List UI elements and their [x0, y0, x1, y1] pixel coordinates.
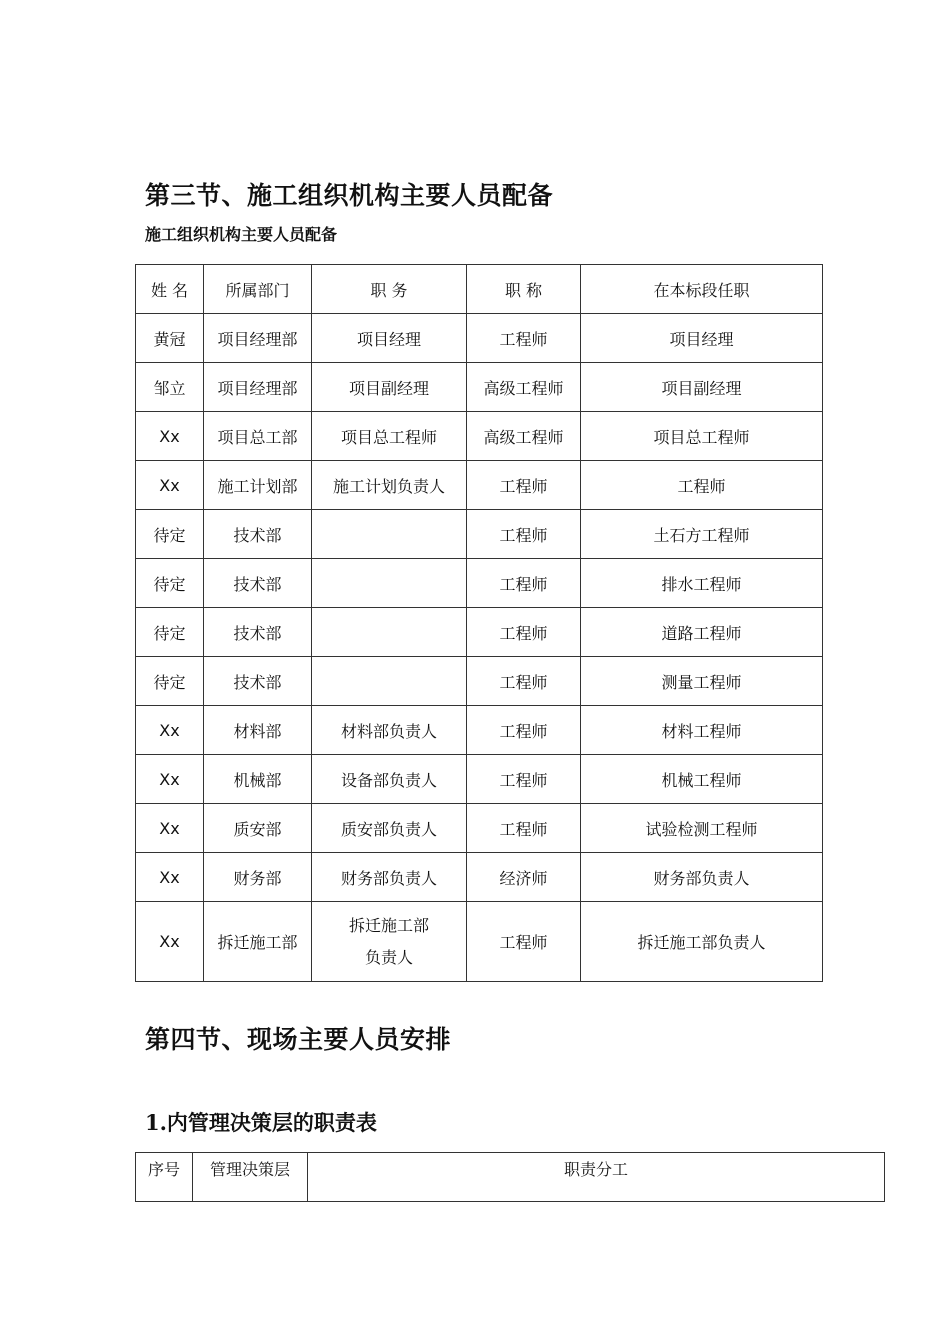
cell-department: 拆迁施工部 [204, 902, 312, 982]
cell-department: 技术部 [204, 510, 312, 559]
cell-department: 技术部 [204, 559, 312, 608]
table-row [136, 902, 823, 982]
section4-subtitle: 1.内管理决策层的职责表 [145, 1110, 377, 1135]
duty-header-duties: 职责分工 [308, 1153, 885, 1202]
cell-department: 技术部 [204, 657, 312, 706]
cell-position [312, 559, 467, 608]
cell-role: 工程师 [581, 461, 823, 510]
duty-table-header-row [136, 1153, 885, 1202]
cell-name: Xx [136, 706, 204, 755]
cell-position: 项目总工程师 [312, 412, 467, 461]
cell-role: 机械工程师 [581, 755, 823, 804]
cell-position: 设备部负责人 [312, 755, 467, 804]
cell-name: Xx [136, 461, 204, 510]
header-cell-title: 职 称 [467, 265, 581, 314]
cell-role: 项目副经理 [581, 363, 823, 412]
cell-role: 材料工程师 [581, 706, 823, 755]
cell-title: 高级工程师 [467, 412, 581, 461]
cell-position [312, 608, 467, 657]
staff-table-header-row [136, 265, 823, 314]
section4-title: 第四节、现场主要人员安排 [145, 1025, 452, 1054]
cell-position: 项目经理 [312, 314, 467, 363]
cell-department: 项目总工部 [204, 412, 312, 461]
cell-department: 机械部 [204, 755, 312, 804]
cell-role: 测量工程师 [581, 657, 823, 706]
cell-title: 工程师 [467, 461, 581, 510]
cell-line: 拆迁施工部 [348, 915, 429, 935]
table-row [136, 510, 823, 559]
cell-department: 质安部 [204, 804, 312, 853]
cell-name: Xx [136, 412, 204, 461]
cell-department: 材料部 [204, 706, 312, 755]
duty-header-level: 管理决策层 [193, 1153, 308, 1202]
table-row [136, 657, 823, 706]
section3-subtitle: 施工组织机构主要人员配备 [145, 225, 338, 244]
cell-name: 邹立 [136, 363, 204, 412]
cell-title: 工程师 [467, 657, 581, 706]
cell-role: 项目经理 [581, 314, 823, 363]
table-row [136, 608, 823, 657]
cell-role: 道路工程师 [581, 608, 823, 657]
table-row [136, 853, 823, 902]
cell-title: 工程师 [467, 510, 581, 559]
table-row [136, 755, 823, 804]
cell-department: 施工计划部 [204, 461, 312, 510]
cell-title: 工程师 [467, 902, 581, 982]
table-row [136, 412, 823, 461]
duty-table [135, 1152, 885, 1202]
cell-role: 财务部负责人 [581, 853, 823, 902]
cell-department: 财务部 [204, 853, 312, 902]
table-row [136, 314, 823, 363]
cell-name: Xx [136, 804, 204, 853]
table-row [136, 804, 823, 853]
cell-position: 财务部负责人 [312, 853, 467, 902]
cell-department: 技术部 [204, 608, 312, 657]
duty-header-index: 序号 [136, 1153, 193, 1202]
cell-name: 黄冠 [136, 314, 204, 363]
cell-title: 工程师 [467, 755, 581, 804]
cell-line: 负责人 [364, 947, 413, 967]
cell-position [312, 902, 467, 982]
cell-position [312, 510, 467, 559]
header-cell-position: 职 务 [312, 265, 467, 314]
table-row [136, 706, 823, 755]
cell-name: Xx [136, 755, 204, 804]
cell-role: 项目总工程师 [581, 412, 823, 461]
cell-name: 待定 [136, 559, 204, 608]
cell-position [312, 657, 467, 706]
cell-position: 项目副经理 [312, 363, 467, 412]
cell-title: 工程师 [467, 314, 581, 363]
header-cell-department: 所属部门 [204, 265, 312, 314]
staff-table [135, 264, 823, 982]
cell-position: 施工计划负责人 [312, 461, 467, 510]
cell-position: 材料部负责人 [312, 706, 467, 755]
cell-department: 项目经理部 [204, 314, 312, 363]
cell-title: 工程师 [467, 608, 581, 657]
cell-department: 项目经理部 [204, 363, 312, 412]
cell-role: 试验检测工程师 [581, 804, 823, 853]
header-cell-name: 姓 名 [136, 265, 204, 314]
cell-role: 排水工程师 [581, 559, 823, 608]
table-row [136, 559, 823, 608]
cell-name: 待定 [136, 608, 204, 657]
cell-role: 拆迁施工部负责人 [581, 902, 823, 982]
cell-name: 待定 [136, 510, 204, 559]
cell-title: 高级工程师 [467, 363, 581, 412]
cell-role: 土石方工程师 [581, 510, 823, 559]
cell-position: 质安部负责人 [312, 804, 467, 853]
table-row [136, 461, 823, 510]
cell-name: 待定 [136, 657, 204, 706]
cell-title: 工程师 [467, 559, 581, 608]
cell-title: 工程师 [467, 706, 581, 755]
cell-title: 工程师 [467, 804, 581, 853]
section3-title: 第三节、施工组织机构主要人员配备 [145, 181, 554, 210]
header-cell-role: 在本标段任职 [581, 265, 823, 314]
cell-title: 经济师 [467, 853, 581, 902]
cell-name: Xx [136, 853, 204, 902]
cell-name: Xx [136, 902, 204, 982]
table-row [136, 363, 823, 412]
